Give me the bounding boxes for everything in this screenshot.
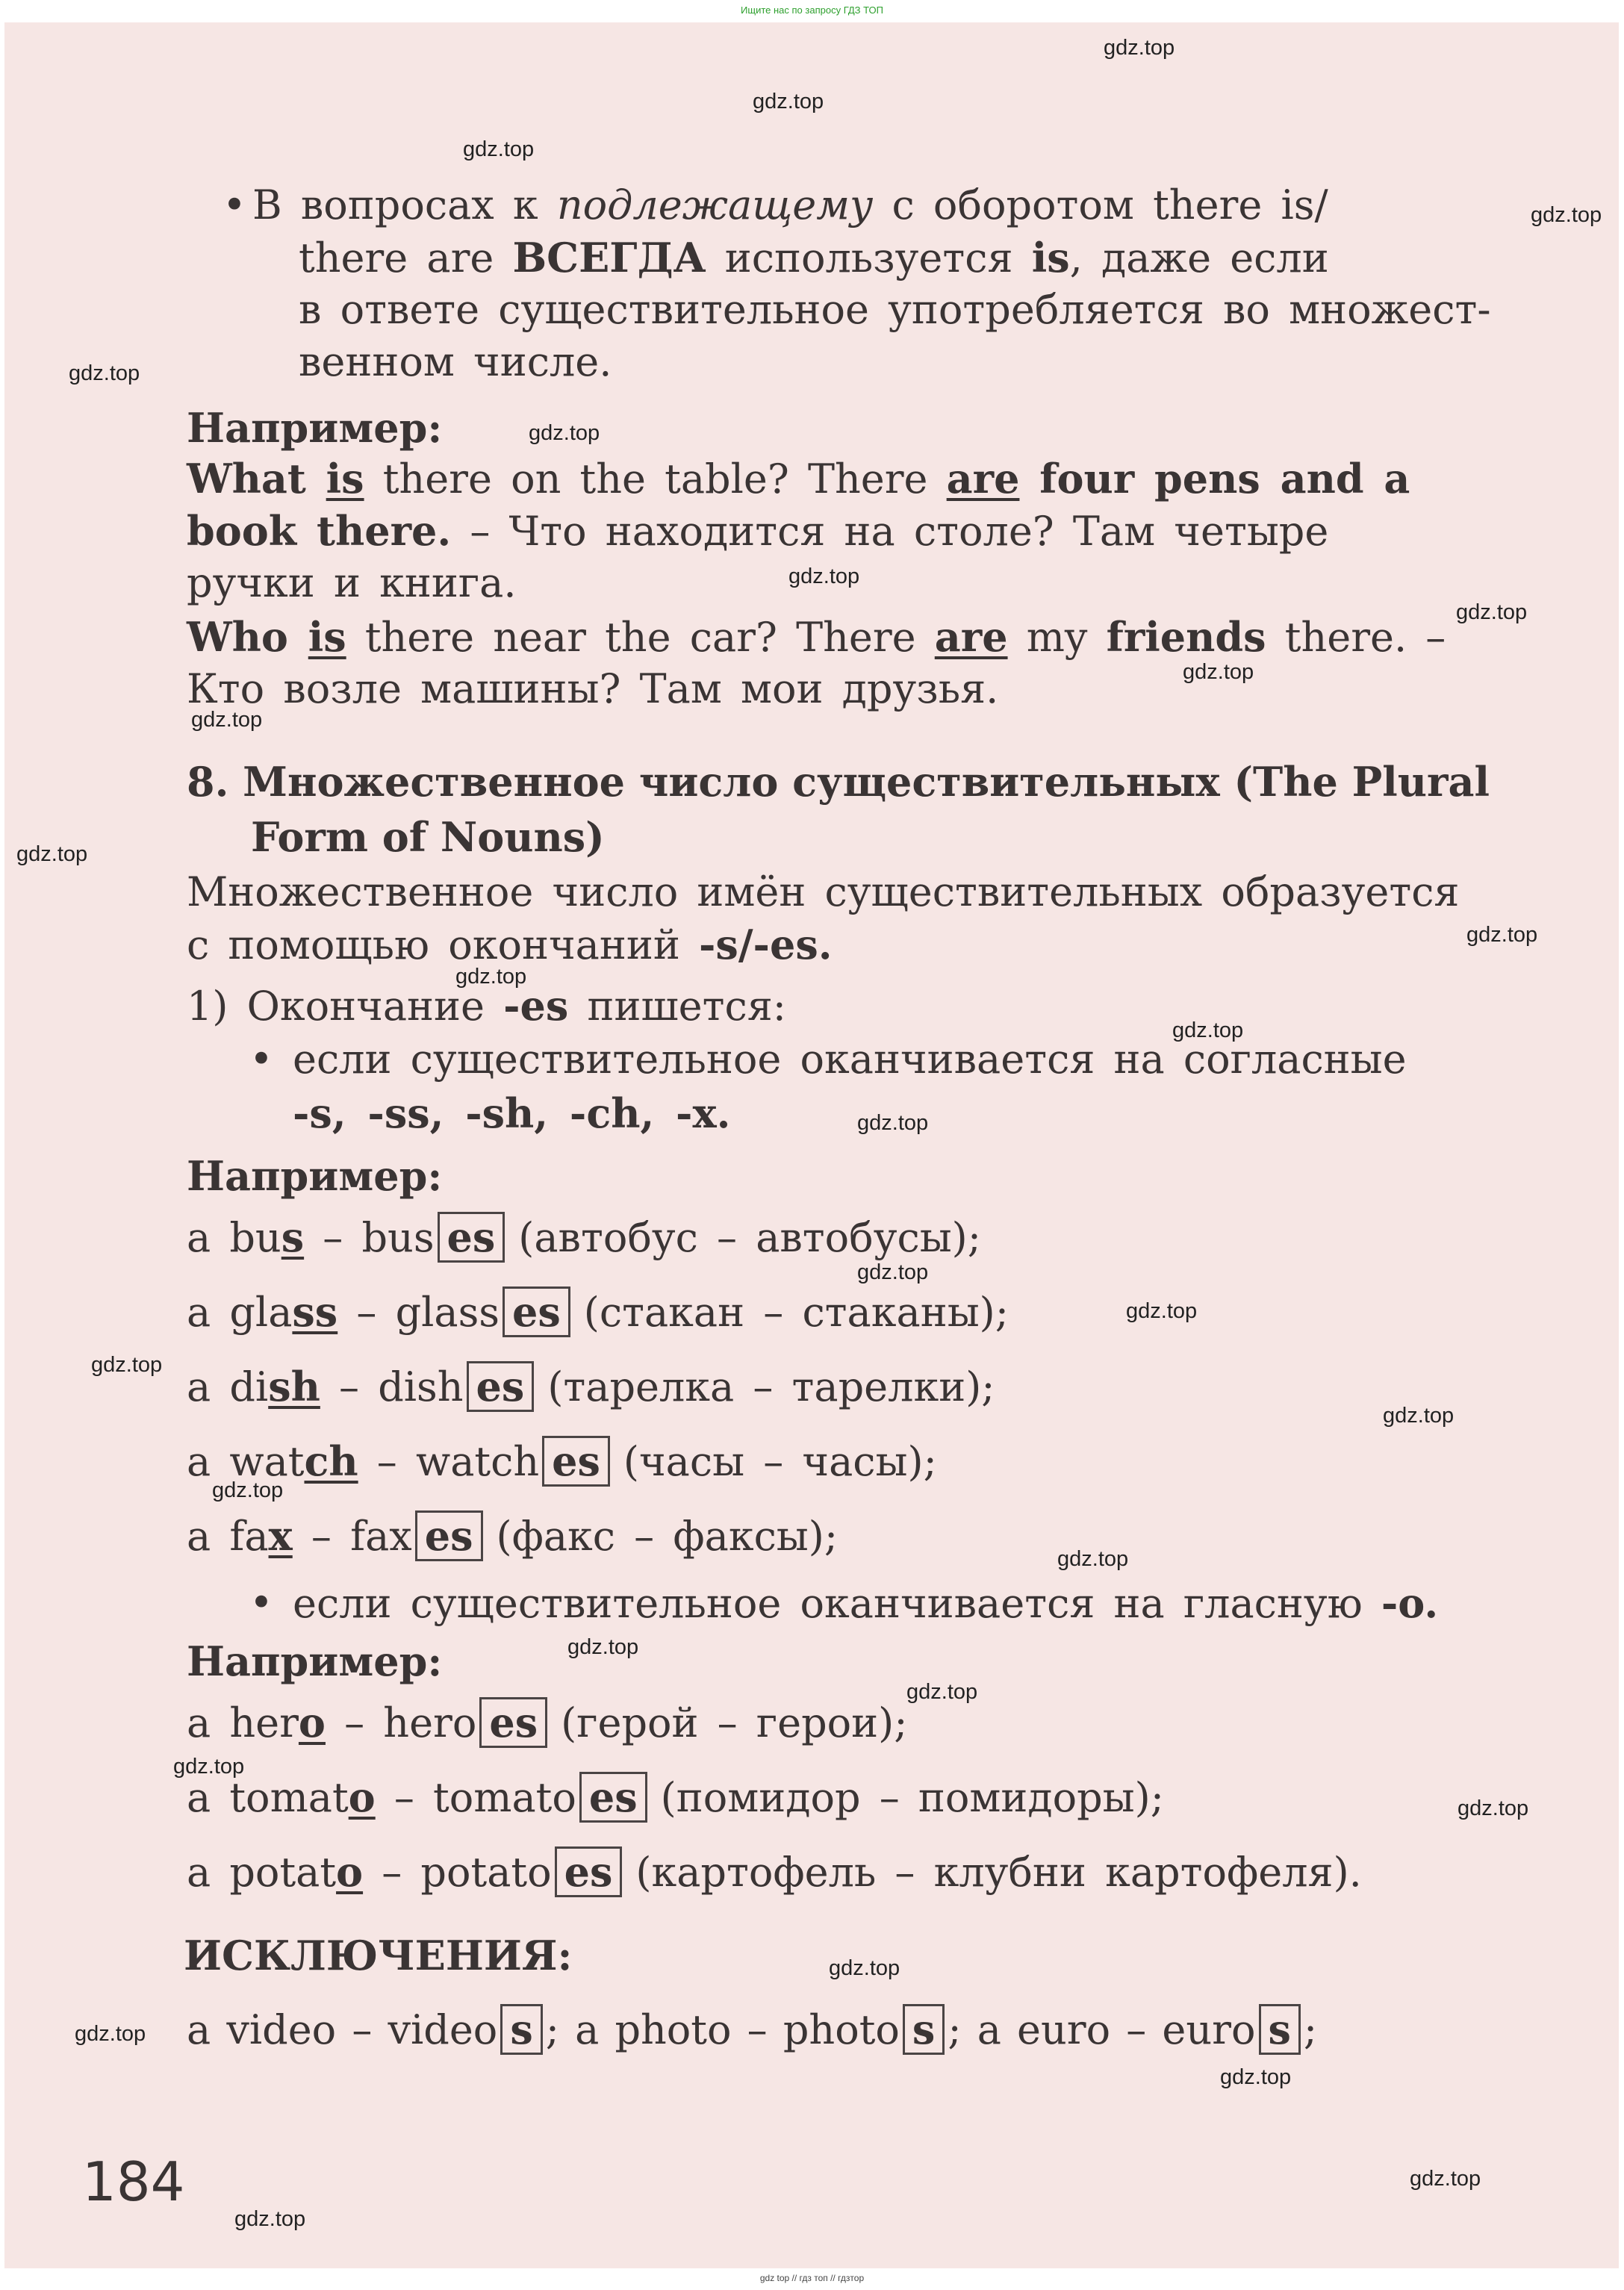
word-example-row: [187, 1510, 838, 1563]
bullet-consonants-line-1: • если существительное оканчивается на согласные: [293, 1033, 1407, 1086]
dash: –: [363, 1849, 421, 1896]
word-ending: o: [336, 1848, 364, 1896]
plural-stem: hero: [383, 1699, 477, 1746]
dash: –: [375, 1774, 434, 1821]
dash: –: [337, 1289, 396, 1336]
header-note: Ищите нас по запросу ГДЗ ТОП: [741, 4, 883, 16]
example-1-line-3: ручки и книга.: [187, 559, 517, 606]
watermark: gdz.top: [1220, 2065, 1292, 2089]
translation: (помидор – помидоры);: [660, 1774, 1164, 1821]
watermark: gdz.top: [857, 1111, 929, 1135]
section-8-title-line-1: 8. Множественное число существительных (The Plural: [187, 758, 1490, 806]
watermark: gdz.top: [529, 421, 600, 445]
word-stem: bu: [229, 1214, 281, 1261]
example-2-line-1: Who is there near the car? There are my friends there. –: [187, 613, 1446, 661]
dash: –: [320, 1363, 379, 1410]
suffix-box: s: [1259, 2004, 1301, 2055]
section-8-intro-1: Множественное число имён существительных образуется: [187, 868, 1460, 915]
watermark: gdz.top: [69, 361, 140, 385]
watermark: gdz.top: [212, 1478, 284, 1502]
exceptions-label: ИСКЛЮЧЕНИЯ:: [184, 1932, 573, 1979]
suffix-box: es: [479, 1697, 547, 1748]
plural-stem: glass: [395, 1289, 500, 1336]
translation: (картофель – клубни картофеля).: [635, 1849, 1362, 1896]
word-ending: o: [348, 1773, 376, 1821]
translation: (герой – герои);: [561, 1699, 908, 1746]
word-ending: s: [281, 1213, 305, 1261]
example-label-1: Например:: [187, 404, 443, 452]
exceptions-line: a video – video s ; a photo – photo s ; a euro – euro s ;: [187, 2006, 1318, 2053]
bullet-line-2: there are ВСЕГДА используется is, даже если: [299, 234, 1329, 281]
suffix-box: es: [438, 1212, 505, 1263]
article: a: [187, 1363, 230, 1410]
watermark: gdz.top: [1457, 1796, 1529, 1820]
bullet-icon: •: [249, 1579, 273, 1626]
article: a: [187, 1214, 230, 1261]
dash: –: [358, 1438, 416, 1485]
suffix-box: es: [467, 1361, 535, 1412]
page-number: 184: [82, 2150, 185, 2213]
watermark: gdz.top: [455, 965, 527, 989]
watermark: gdz.top: [788, 564, 860, 588]
watermark: gdz.top: [173, 1755, 245, 1779]
bullet-line-1: • В вопросах к подлежащему с оборотом there is/: [252, 179, 1328, 231]
plural-stem: bus: [361, 1214, 435, 1261]
section-8-title-line-2: Form of Nouns): [251, 813, 605, 861]
suffix-box: s: [903, 2004, 945, 2055]
watermark: gdz.top: [91, 1353, 163, 1377]
watermark: gdz.top: [75, 2022, 146, 2046]
translation: (автобус – автобусы);: [518, 1214, 981, 1261]
article: a: [187, 1774, 230, 1821]
suffix-box: s: [500, 2004, 542, 2055]
article: a: [187, 1513, 230, 1560]
word-stem: tomat: [229, 1774, 349, 1821]
plural-stem: watch: [415, 1438, 540, 1485]
watermark: gdz.top: [1531, 203, 1602, 227]
article: a: [187, 1699, 230, 1746]
watermark: gdz.top: [857, 1260, 929, 1284]
word-example-row: [187, 1846, 1362, 1899]
example-1-line-2: book there. – Что находится на столе? Там четыре: [187, 507, 1329, 555]
suffix-box: es: [542, 1436, 610, 1487]
bullet-line-4: венном числе.: [299, 338, 612, 385]
suffix-box: es: [579, 1772, 647, 1823]
plural-stem: potato: [420, 1849, 552, 1896]
word-example-row: [187, 1360, 995, 1413]
watermark: gdz.top: [463, 137, 535, 161]
watermark: gdz.top: [1057, 1547, 1129, 1571]
word-ending: ss: [292, 1288, 338, 1336]
translation: (стакан – стаканы);: [583, 1289, 1009, 1336]
word-stem: fa: [229, 1513, 269, 1560]
word-example-row: [187, 1286, 1009, 1339]
dash: –: [325, 1699, 384, 1746]
bullet-vowel: • если существительное оканчивается на гласную -o.: [293, 1577, 1438, 1630]
rule-1: 1) Окончание -es пишется:: [187, 982, 786, 1030]
bullet-icon: •: [249, 1036, 273, 1083]
bullet-icon: •: [223, 181, 246, 228]
plural-stem: dish: [378, 1363, 464, 1410]
suffix-box: es: [503, 1286, 570, 1337]
watermark: gdz.top: [1183, 660, 1254, 684]
bullet-line-3: в ответе существительное употребляется во множест-: [299, 286, 1491, 333]
word-stem: her: [229, 1699, 299, 1746]
watermark: gdz.top: [16, 842, 88, 866]
word-ending: o: [298, 1699, 326, 1746]
plural-stem: tomato: [433, 1774, 576, 1821]
example-label-2: Например:: [187, 1152, 443, 1200]
watermark: gdz.top: [906, 1680, 978, 1704]
watermark: gdz.top: [1126, 1299, 1198, 1323]
dash: –: [292, 1513, 351, 1560]
word-ending: x: [268, 1512, 293, 1560]
word-example-row: [187, 1696, 907, 1749]
watermark: gdz.top: [1383, 1404, 1455, 1428]
footer-note: gdz top // гдз топ // гдзтор: [759, 2273, 865, 2283]
word-example-row: [187, 1771, 1164, 1824]
article: a: [187, 1438, 230, 1485]
watermark: gdz.top: [191, 708, 263, 732]
article: a: [187, 1289, 230, 1336]
translation: (часы – часы);: [623, 1438, 937, 1485]
watermark: gdz.top: [1456, 600, 1528, 624]
watermark: gdz.top: [567, 1635, 639, 1659]
word-ending: ch: [304, 1437, 358, 1485]
word-stem: gla: [229, 1289, 293, 1336]
plural-stem: fax: [350, 1513, 412, 1560]
word-stem: potat: [229, 1849, 337, 1896]
suffix-box: es: [415, 1510, 483, 1561]
dash: –: [304, 1214, 362, 1261]
word-example-row: [187, 1211, 981, 1264]
section-8-intro-2: с помощью окончаний -s/-es.: [187, 921, 833, 968]
translation: (факс – факсы);: [496, 1513, 839, 1560]
example-2-line-2: Кто возле машины? Там мои друзья.: [187, 665, 999, 712]
watermark: gdz.top: [1466, 923, 1538, 947]
translation: (тарелка – тарелки);: [547, 1363, 995, 1410]
suffix-box: es: [555, 1846, 623, 1897]
watermark: gdz.top: [1104, 36, 1175, 60]
article: a: [187, 1849, 230, 1896]
word-stem: di: [229, 1363, 269, 1410]
word-example-row: [187, 1435, 937, 1488]
word-ending: sh: [268, 1363, 320, 1410]
bullet-consonants-line-2: -s, -ss, -sh, -ch, -x.: [293, 1089, 731, 1137]
watermark: gdz.top: [1172, 1018, 1244, 1042]
word-stem: wat: [229, 1438, 305, 1485]
watermark: gdz.top: [1410, 2167, 1481, 2191]
example-1-line-1: What is there on the table? There are four pens and a: [187, 455, 1410, 503]
watermark: gdz.top: [234, 2207, 306, 2231]
watermark: gdz.top: [829, 1956, 900, 1980]
example-label-3: Например:: [187, 1637, 443, 1685]
watermark: gdz.top: [753, 90, 824, 113]
